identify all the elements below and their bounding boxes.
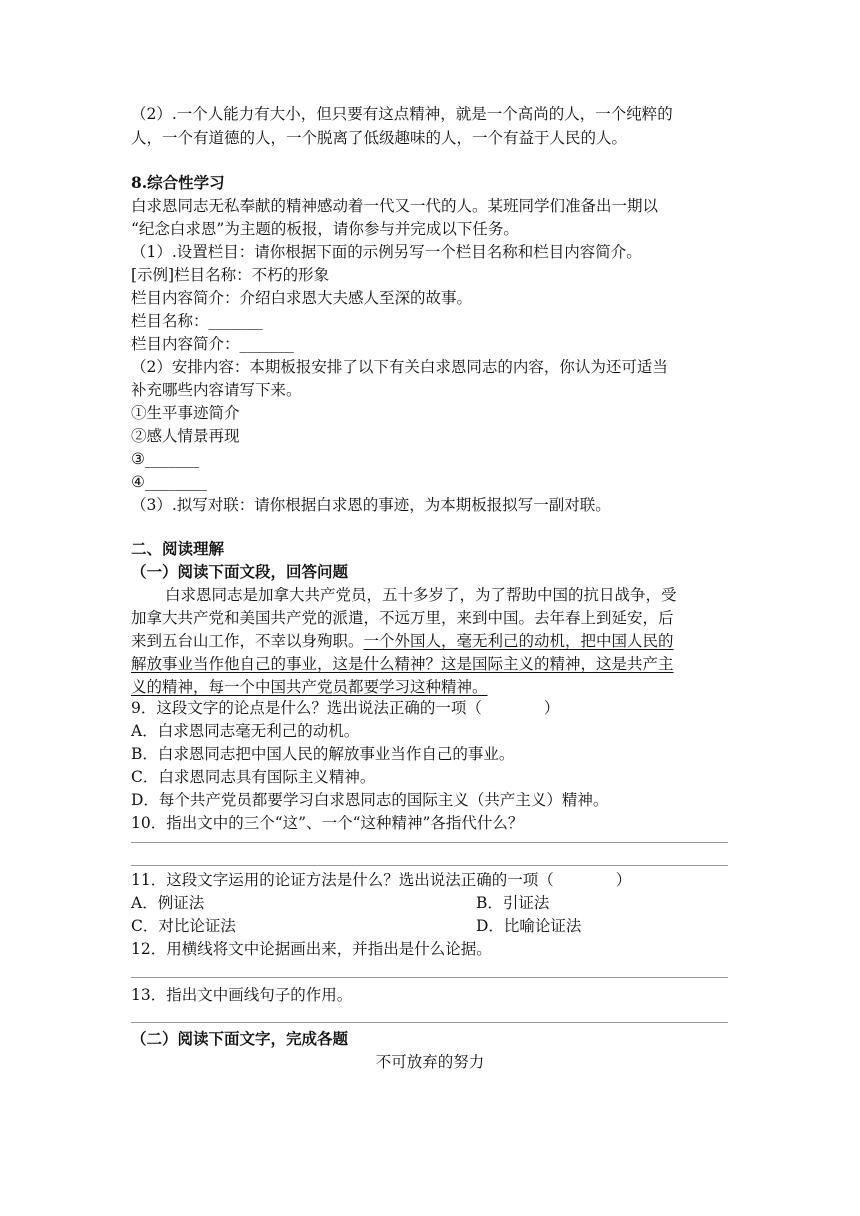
q13-stem: 13．指出文中画线句子的作用。	[131, 986, 353, 1004]
part-2-article-title: 不可放弃的努力	[375, 1053, 485, 1071]
q8-example-desc: 栏目内容简介：介绍白求恩大夫感人至深的故事。	[131, 289, 473, 307]
q8-intro-line-1: 白求恩同志无私奉献的精神感动着一代又一代的人。某班同学们准备出一期以	[131, 197, 659, 215]
q8-name-blank: 栏目名称：_______	[131, 312, 263, 330]
q8-item-4: ④________	[131, 473, 207, 491]
q11-options-row-1	[131, 893, 550, 913]
passage-line-3	[131, 631, 674, 651]
q7-text-line-1: （2）.一个人能力有大小，但只要有这点精神，就是一个高尚的人，一个纯粹的	[131, 105, 673, 123]
q9-option-b: B．白求恩同志把中国人民的解放事业当作自己的事业。	[131, 745, 515, 763]
q11-option-d: D．比喻论证法	[476, 917, 582, 935]
q8-item-1: ①生平事迹简介	[131, 404, 240, 422]
q10-answer-line-1	[131, 842, 728, 843]
q12-stem: 12．用横线将文中论据画出来，并指出是什么论据。	[131, 940, 492, 958]
q9-stem: 9．这段文字的论点是什么？选出说法正确的一项（ ）	[131, 699, 560, 717]
q7-text-line-2: 人，一个有道德的人，一个脱离了低级趣味的人，一个有益于人民的人。	[131, 129, 628, 147]
q9-option-c: C．白求恩同志具有国际主义精神。	[131, 768, 376, 786]
q10-answer-line-2	[131, 865, 728, 866]
passage-line-3-plain: 来到五台山工作，不幸以身殉职。	[131, 632, 364, 650]
q8-item-2: ②感人情景再现	[131, 427, 240, 445]
q11-option-c: C．对比论证法	[131, 917, 236, 935]
q8-task-3: （3）.拟写对联：请你根据白求恩的事迹，为本期板报拟写一副对联。	[131, 496, 611, 514]
q8-desc-blank: 栏目内容简介：_______	[131, 335, 294, 353]
section-2-heading: 二、阅读理解	[131, 539, 225, 558]
q11-option-b: B．引证法	[476, 894, 550, 912]
q8-intro-line-2: “纪念白求恩”为主题的板报，请你参与并完成以下任务。	[131, 220, 519, 238]
q8-heading: 8.综合性学习	[131, 173, 225, 192]
q10-stem: 10．指出文中的三个“这”、一个“这种精神”各指代什么？	[131, 814, 524, 832]
q13-answer-line	[131, 1022, 728, 1023]
q8-item-3: ③_______	[131, 450, 200, 468]
part-2-heading: （二）阅读下面文字，完成各题	[131, 1029, 349, 1048]
q11-stem: 11．这段文字运用的论证方法是什么？选出说法正确的一项（ ）	[131, 871, 632, 889]
q12-answer-line	[131, 977, 728, 978]
q11-options-row-2	[131, 916, 582, 936]
q9-option-d: D．每个共产党员都要学习白求恩同志的国际主义（共产主义）精神。	[131, 791, 609, 809]
passage-underlined-sentence-start: 一个外国人，毫无利己的动机，把中国人民的	[363, 632, 674, 650]
passage-underlined-line-4: 解放事业当作他自己的事业，这是什么精神？这是国际主义的精神，这是共产主	[131, 655, 674, 673]
passage-line-1: 白求恩同志是加拿大共产党员，五十多岁了，为了帮助中国的抗日战争，受	[165, 586, 677, 604]
passage-underlined-line-5: 义的精神，每一个中国共产党员都要学习这种精神。	[131, 678, 488, 696]
part-1-heading: （一）阅读下面文段，回答问题	[131, 562, 349, 581]
q8-task-1: （1）.设置栏目：请你根据下面的示例另写一个栏目名称和栏目内容简介。	[131, 243, 642, 261]
q8-task-2-line-1: （2）安排内容：本期板报安排了以下有关白求恩同志的内容，你认为还可适当	[131, 358, 668, 376]
passage-line-2: 加拿大共产党和美国共产党的派遣，不远万里，来到中国。去年春上到延安，后	[131, 609, 674, 627]
q9-option-a: A．白求恩同志毫无利己的动机。	[131, 722, 360, 740]
q11-option-a: A．例证法	[131, 894, 205, 912]
q8-task-2-line-2: 补充哪些内容请写下来。	[131, 381, 302, 399]
q8-example-name: [示例]栏目名称：不朽的形象	[131, 266, 330, 284]
